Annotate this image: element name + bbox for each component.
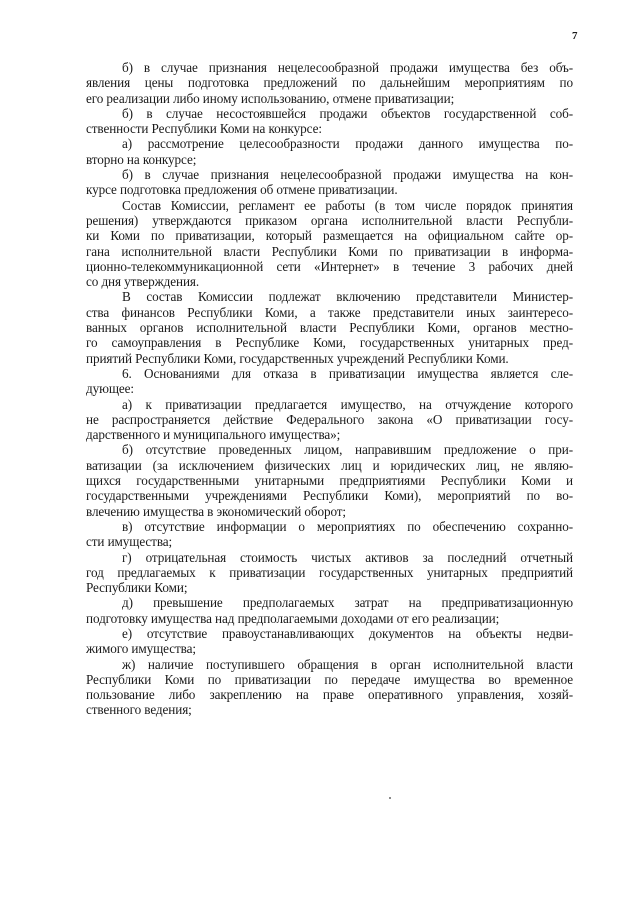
text-line: подготовку имущества над предполагаемыми доходами от его реализации; (86, 610, 500, 626)
text-line: Республики Коми; (86, 580, 188, 596)
text-line: в) отсутствие информации о мероприятиях по обеспечению сохранно- (122, 518, 573, 534)
text-line: год предлагаемых к приватизации государственных унитарных предприятий (86, 564, 573, 580)
text-line: вторно на конкурсе; (86, 151, 197, 167)
text-line: е) отсутствие правоустанавливающих документов на объекты недви- (122, 625, 573, 641)
text-line: б) в случае признания нецелесообразной продажи имущества без объ- (122, 60, 573, 75)
text-line: курсе подготовка предложения об отмене приватизации. (86, 182, 398, 198)
text-line: пользование либо закреплению на праве оперативного управления, хозяй- (86, 687, 573, 703)
text-line: ственности Республики Коми на конкурсе: (86, 121, 322, 137)
text-line: со дня утверждения. (86, 274, 200, 290)
text-line: дарственного и муниципального имущества»; (86, 427, 341, 443)
text-line: б) в случае признания нецелесообразной продажи имущества на кон- (122, 167, 573, 183)
text-line: ства финансов Республики Коми, а также представители иных заинтересо- (86, 304, 573, 320)
text-line: го самоуправления в Республике Коми, государственных унитарных пред- (86, 335, 573, 351)
text-line: сти имущества; (86, 534, 173, 550)
text-line: не распространяется действие Федерального закона «О приватизации госу- (86, 411, 573, 427)
document-body (86, 60, 573, 718)
text-line: государственными учреждениями Республики Коми), мероприятий по во- (86, 488, 573, 504)
text-line: Республики Коми по приватизации по передаче имущества во временное (86, 671, 573, 687)
text-line: жимого имущества; (86, 641, 196, 657)
text-line: 6. Основаниями для отказа в приватизации имущества является сле- (122, 365, 573, 381)
text-line: Состав Комиссии, регламент ее работы (в том числе порядок принятия (122, 197, 573, 213)
text-line: д) превышение предполагаемых затрат на предприватизационную (122, 595, 573, 611)
text-line: явления цены подготовка предложений по дальнейшим мероприятиям по (86, 75, 573, 91)
text-line: щихся государственными унитарными предприятиями Республики Коми и (86, 473, 573, 489)
text-line: ственного ведения; (86, 702, 192, 718)
text-line: г) отрицательная стоимость чистых активов за последний отчетный (122, 549, 573, 565)
text-line: ки Коми по приватизации, который размещается на официальном сайте ор- (86, 228, 573, 244)
text-line: б) в случае несостоявшейся продажи объектов государственной соб- (122, 105, 573, 121)
text-line: а) к приватизации предлагается имущество, на отчуждение которого (122, 396, 573, 412)
text-line: гана исполнительной власти Республики Коми по приватизации в информа- (86, 243, 573, 259)
text-line: приятий Республики Коми, государственных учреждений Республики Коми. (86, 350, 509, 366)
text-line: ж) наличие поступившего обращения в орган исполнительной власти (122, 656, 573, 672)
text-line: ванных органов исполнительной власти Республики Коми, органов местно- (86, 320, 573, 336)
text-line: решения) утверждаются приказом органа исполнительной власти Республи- (86, 212, 573, 228)
page-number: 7 (572, 30, 578, 42)
text-line: а) рассмотрение целесообразности продажи данного имущества по- (122, 136, 573, 152)
text-line: ционно-телекоммуникационной сети «Интернет» в течение 3 рабочих дней (86, 258, 573, 274)
scan-speck (389, 797, 391, 799)
text-line: дующее: (86, 381, 134, 397)
text-line: В состав Комиссии подлежат включению представители Министер- (122, 289, 573, 305)
text-line: б) отсутствие проведенных лицом, направившим предложение о при- (122, 442, 573, 458)
text-line: его реализации либо иному использованию, отмене приватизации; (86, 90, 455, 106)
text-line: влечению имущества в экономический оборот; (86, 503, 347, 519)
text-line: ватизации (за исключением физических лиц и юридических лиц, не являю- (86, 457, 573, 473)
